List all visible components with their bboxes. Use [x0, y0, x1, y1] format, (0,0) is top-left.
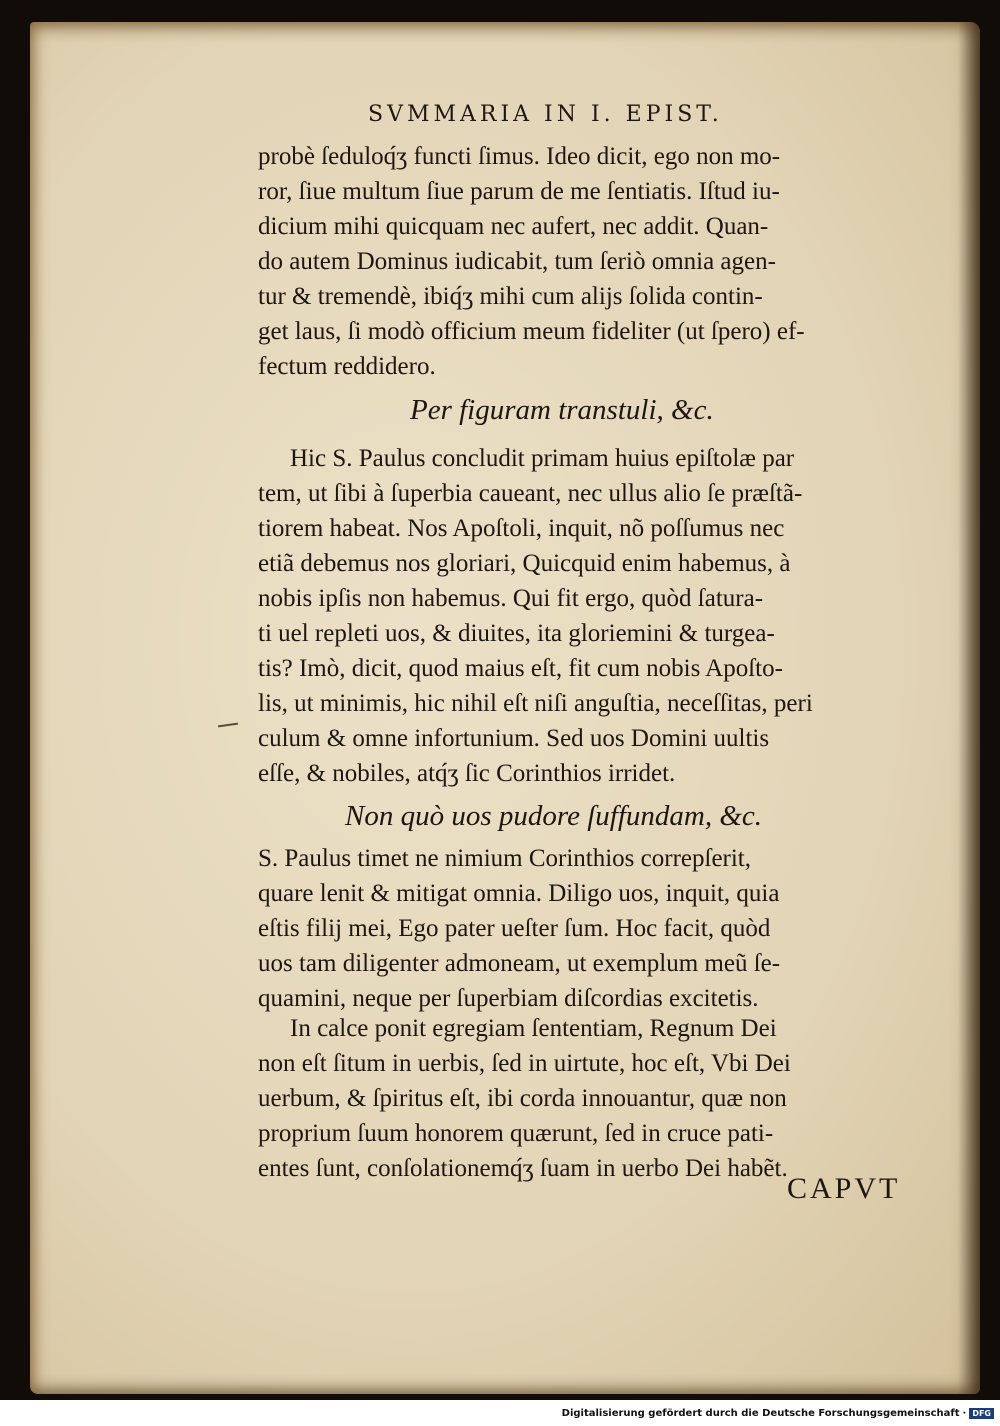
text-line: tis? Imò, dicit, quod maius eſt, fit cum nobis Apoſto-	[258, 655, 783, 682]
text-line: uos tam diligenter admoneam, ut exemplum meũ ſe-	[258, 950, 781, 977]
text-line: non eſt ſitum in uerbis, ſed in uirtute, hoc eſt, Vbi Dei	[258, 1050, 791, 1077]
text-line: quare lenit & mitigat omnia. Diligo uos, inquit, quia	[258, 880, 780, 907]
text-line: etiã debemus nos gloriari, Quicquid enim habemus, à	[258, 550, 791, 577]
text-line: eſtis filij mei, Ego pater ueſter ſum. Hoc facit, quòd	[258, 915, 771, 942]
text-line: probè ſeduloq́ʒ functi ſimus. Ideo dicit, ego non mo-	[258, 143, 781, 170]
text-line: fectum reddidero.	[258, 353, 436, 380]
running-head: SVMMARIA IN I. EPIST.	[368, 102, 723, 127]
text-line: quamini, neque per ſuperbiam diſcordias excitetis.	[258, 985, 759, 1012]
text-line: nobis ipſis non habemus. Qui fit ergo, quòd ſatura-	[258, 585, 764, 612]
text-line: do autem Dominus iudicabit, tum ſeriò omnia agen-	[258, 248, 776, 275]
text-line: eſſe, & nobiles, atq́ʒ ſic Corinthios irridet.	[258, 760, 676, 787]
text-line: lis, ut minimis, hic nihil eſt niſi anguſtia, neceſſitas, peri	[258, 690, 813, 717]
text-line: culum & omne infortunium. Sed uos Domini uultis	[258, 725, 770, 752]
text-line: get laus, ſi modò officium meum fideliter (ut ſpero) ef-	[258, 318, 805, 345]
text-line: tem, ut ſibi à ſuperbia caueant, nec ullus alio ſe præſtã-	[258, 480, 803, 507]
text-line: Hic S. Paulus concludit primam huius epiſtolæ par	[290, 445, 795, 472]
page-edge-shadow	[958, 22, 980, 1394]
text-line: ror, ſiue multum ſiue parum de me ſentiatis. Iſtud iu-	[258, 178, 780, 205]
catchword: CAPVT	[787, 1172, 901, 1205]
text-line: uerbum, & ſpiritus eſt, ibi corda innouantur, quæ non	[258, 1085, 787, 1112]
text-line: S. Paulus timet ne nimium Corinthios correpſerit,	[258, 845, 752, 872]
digitization-footer	[562, 1408, 994, 1419]
dfg-logo-icon[interactable]: DFG	[969, 1408, 994, 1419]
footer-separator: ·	[962, 1408, 967, 1419]
text-line: tiorem habeat. Nos Apoſtoli, inquit, nõ poſſumus nec	[258, 515, 785, 542]
section-heading-2: Non quò uos pudore ſuffundam, &c.	[345, 800, 763, 832]
text-line: ti uel repleti uos, & diuites, ita gloriemini & turgea-	[258, 620, 775, 647]
text-line: entes ſunt, conſolationemq́ʒ ſuam in uerbo Dei habẽt.	[258, 1155, 788, 1182]
footer-text: Digitalisierung gefördert durch die Deutsche Forschungsgemeinschaft	[561, 1408, 960, 1419]
section-heading-1: Per figuram transtuli, &c.	[410, 394, 714, 426]
text-line: tur & tremendè, ibiq́ʒ mihi cum alijs ſolida contin-	[258, 283, 763, 310]
text-line: proprium ſuum honorem quærunt, ſed in cruce pati-	[258, 1120, 774, 1147]
text-line: dicium mihi quicquam nec aufert, nec addit. Quan-	[258, 213, 769, 240]
text-line: In calce ponit egregiam ſententiam, Regnum Dei	[290, 1015, 777, 1042]
